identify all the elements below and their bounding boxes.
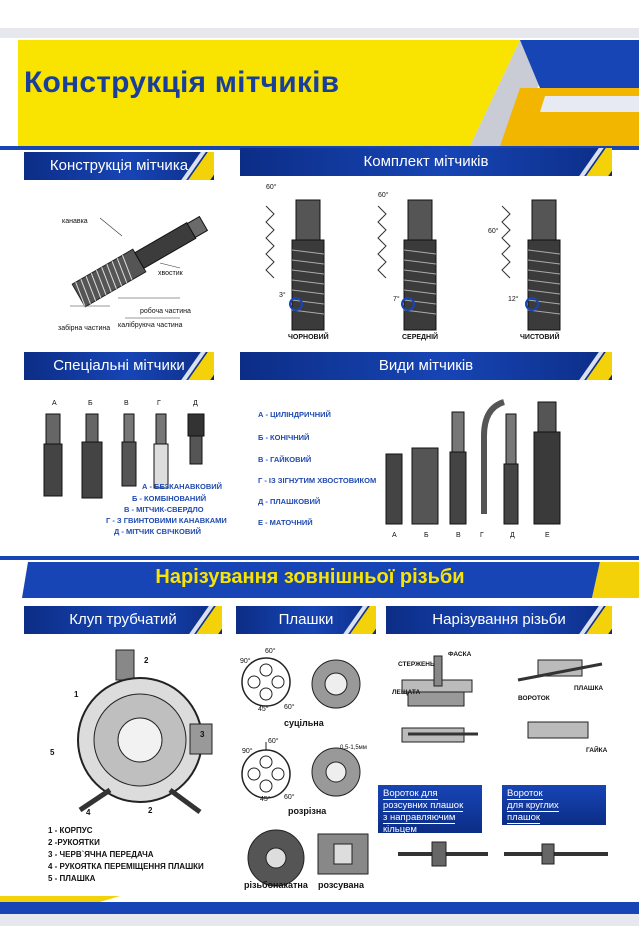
angle-label: 60°	[488, 228, 499, 235]
small-angle-label: 3°	[279, 292, 286, 299]
die-label-split: розрізна	[288, 806, 327, 816]
tap-set-illustration	[252, 186, 622, 346]
die-angle: 45°	[260, 796, 271, 803]
special-legend-v: В - МІТЧИК-СВЕРДЛО	[124, 505, 204, 514]
klup-num-4: 4	[86, 808, 91, 817]
section-title: Нарізування різьби	[432, 611, 566, 628]
types-letter-b: Б	[424, 532, 429, 539]
note-line: розсувних плашок	[383, 800, 464, 811]
dies-illustration	[238, 646, 383, 891]
types-legend-e: Е - МАТОЧНИЙ	[258, 518, 313, 527]
special-legend-b: Б - КОМБІНОВАНИЙ	[132, 494, 207, 503]
special-letter-v: В	[124, 400, 129, 407]
cut-label-wrench: ВОРОТОК	[518, 695, 550, 702]
label-calibrating-part: калібруюча частина	[118, 322, 183, 329]
special-letter-a: А	[52, 400, 57, 407]
section-title: Комплект мітчиків	[363, 153, 489, 170]
types-legend-a: А - ЦИЛІНДРИЧНИЙ	[258, 410, 331, 419]
die-angle: 60°	[268, 738, 279, 745]
tap-construction-illustration	[40, 188, 230, 338]
types-letter-d: Д	[510, 532, 515, 539]
special-letter-b: Б	[88, 400, 93, 407]
section-title: Плашки	[278, 611, 334, 628]
tap-label-medium: СЕРЕДНІЙ	[402, 334, 439, 341]
types-legend-g: Г - ІЗ ЗІГНУТИМ ХВОСТОВИКОМ	[258, 476, 377, 485]
special-letter-d: Д	[193, 400, 198, 407]
label-chamfer-part: забірна частина	[58, 325, 111, 332]
label-flute: канавка	[62, 218, 88, 225]
types-letter-g: Г	[480, 532, 484, 539]
die-label-rolling: різьбонакатна	[244, 880, 308, 890]
pipe-die-stock-illustration	[50, 640, 220, 820]
bottom-band	[0, 894, 639, 934]
die-label-solid: суцільна	[284, 718, 324, 728]
klup-num-2: 2	[144, 656, 149, 665]
types-letter-e: Е	[545, 532, 550, 539]
klup-num-1: 1	[74, 690, 79, 699]
angle-label: 60°	[266, 184, 277, 191]
tap-label-finish: ЧИСТОВИЙ	[520, 334, 560, 341]
types-letter-v: В	[456, 532, 461, 539]
section-header-dies	[236, 606, 376, 634]
note-line: Вороток для	[383, 788, 438, 799]
die-angle: 45°	[258, 706, 269, 713]
note-line: плашок	[507, 812, 541, 823]
types-letter-a: А	[392, 532, 397, 539]
section-header-types	[240, 352, 612, 380]
note-line: Вороток	[507, 788, 543, 799]
klup-legend-1: 1 - КОРПУС	[48, 826, 93, 835]
note-line: кільцем	[383, 824, 417, 835]
section-title: Види мітчиків	[378, 357, 474, 374]
thread-cutting-illustration	[388, 646, 618, 886]
cut-label-rod: СТЕРЖЕНЬ	[398, 661, 435, 668]
page-title: Конструкція мітчиків	[24, 66, 340, 99]
label-shank: хвостик	[158, 270, 183, 277]
special-legend-g: Г - З ГВИНТОВИМИ КАНАВКАМИ	[106, 516, 227, 525]
note-line: з направляючим	[383, 812, 456, 823]
section-header-cutting	[386, 606, 612, 634]
label-working-part: робоча частина	[140, 308, 191, 315]
die-angle: 60°	[265, 648, 276, 655]
klup-legend-5: 5 - ПЛАШКА	[48, 874, 96, 883]
die-dim: 0,5-1,5мм	[340, 745, 367, 751]
types-legend-d: Д - ПЛАШКОВИЙ	[258, 497, 321, 506]
cut-label-vise: ЛЕЩАТА	[392, 689, 421, 696]
klup-num-5: 5	[50, 748, 55, 757]
external-thread-title: Нарізування зовнішньої різьби	[155, 566, 465, 588]
note-line: для круглих	[507, 800, 559, 811]
special-legend-d: Д - МІТЧИК СВІЧКОВИЙ	[114, 527, 202, 536]
klup-num-3: 3	[200, 730, 205, 739]
note-round-die-wrench	[502, 785, 606, 825]
section-title: Спеціальні мітчики	[53, 357, 185, 374]
note-split-die-wrench	[378, 785, 482, 833]
cut-label-nut: ГАЙКА	[586, 747, 608, 754]
section-header-construction	[24, 152, 214, 180]
die-angle: 60°	[284, 794, 295, 801]
section-header-special	[24, 352, 214, 380]
die-angle: 90°	[240, 658, 251, 665]
section-title: Клуп трубчатий	[69, 611, 177, 628]
die-label-sliding: розсувана	[318, 880, 364, 890]
types-legend-v: В - ГАЙКОВИЙ	[258, 455, 312, 464]
section-header-set	[240, 148, 612, 176]
klup-legend-2: 2 -РУКОЯТКИ	[48, 838, 100, 847]
section-header-klup	[24, 606, 222, 634]
die-angle: 90°	[242, 748, 253, 755]
angle-label: 60°	[378, 192, 389, 199]
special-letter-g: Г	[157, 400, 161, 407]
section-title: Конструкція мітчика	[49, 157, 189, 174]
cut-label-die: ПЛАШКА	[574, 685, 604, 692]
special-legend-a: А - БЕЗКАНАВКОВИЙ	[142, 482, 223, 491]
klup-legend-4: 4 - РУКОЯТКА ПЕРЕМІЩЕННЯ ПЛАШКИ	[48, 862, 204, 871]
klup-legend-3: 3 - ЧЕРВ`ЯЧНА ПЕРЕДАЧА	[48, 850, 154, 859]
types-legend-b: Б - КОНІЧНИЙ	[258, 433, 310, 442]
cut-label-chamfer: ФАСКА	[448, 651, 472, 658]
tap-types-illustration	[380, 396, 580, 531]
small-angle-label: 12°	[508, 296, 519, 303]
small-angle-label: 7°	[393, 296, 400, 303]
tap-label-rough: ЧОРНОВИЙ	[288, 334, 329, 341]
die-angle: 60°	[284, 704, 295, 711]
klup-num-2b: 2	[148, 806, 153, 815]
